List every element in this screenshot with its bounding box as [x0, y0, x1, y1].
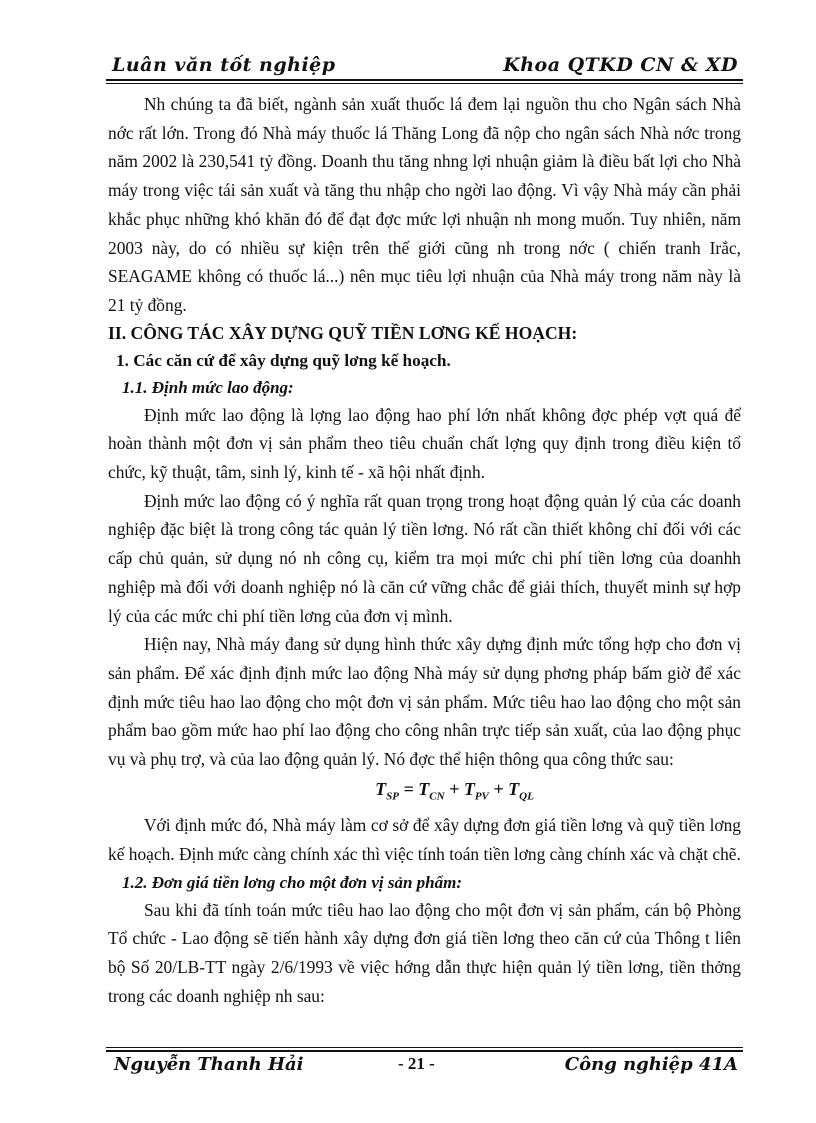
paragraph-labor-norm-definition: Định mức lao động là lợng lao động hao phí lớn nhất không đợc phép vợt quá để hoàn thành một đơn vị sản phẩm theo tiêu chuẩn chất lợng quy định trong điều kiện tổ chức, kỹ thuật, tâm, sinh lý, kinh tế - xã hội nhất định.: [108, 404, 741, 483]
page-body: [108, 90, 741, 1011]
paragraph-norm-basis: Với định mức đó, Nhà máy làm cơ sở để xây dựng đơn giá tiền lơng và quỹ tiền lơng kế hoạch. Định mức càng chính xác thì việc tính toán tiền lơng càng chính xác và chặt chẽ.: [108, 815, 741, 865]
paragraph-norm-method: Hiện nay, Nhà máy đang sử dụng hình thức xây dựng định mức tổng hợp cho đơn vị sản phẩm. Để xác định định mức lao động Nhà máy sử dụng phơng pháp bấm giờ để xác định mức tiêu hao lao động cho một đơn vị sản phẩm. Mức tiêu hao lao động cho một sản phẩm bao gồm mức hao phí lao động cho công nhân trực tiếp sản xuất, của lao động phục vụ và phụ trợ, và của lao động quản lý. Nó đợc thể hiện thông qua công thức sau:: [108, 634, 741, 770]
footer-rule: [106, 1047, 743, 1052]
header-faculty: Khoa QTKD CN & XD: [503, 54, 738, 76]
page-number: - 21 -: [398, 1054, 435, 1073]
paragraph-profit-target: Nh chúng ta đã biết, ngành sản xuất thuốc lá đem lại nguồn thu cho Ngân sách Nhà nớc rất lớn. Trong đó Nhà máy thuốc lá Thăng Long đã nộp cho ngân sách Nhà nớc trong năm 2002 là 230,541 tỷ đồng. Doanh thu tăng nhng lợi nhuận giảm là điều bất lợi cho Nhà máy trong việc tái sản xuất và tăng thu nhập cho ngời lao động. Vì vậy Nhà máy cần phải khắc phục những khó khăn đó để đạt đợc mức lợi nhuận nh mong muốn. Tuy nhiên, năm 2003 này, do có nhiều sự kiện trên thế giới cũng nh trong nớc ( chiến tranh Irắc, SEAGAME không có thuốc lá...) nên mục tiêu lợi nhuận của Nhà máy trong năm này là 21 tỷ đồng.: [108, 94, 741, 315]
subsection-heading: 1. Các căn cứ để xây dựng quỹ lơng kế hoạch.: [116, 350, 451, 370]
section-heading: II. CÔNG TÁC XÂY DỰNG QUỸ TIỀN LƠNG KẾ HOẠCH:: [108, 322, 578, 343]
footer-author: Nguyễn Thanh Hải: [114, 1054, 304, 1075]
footer-class: Công nghiệp 41A: [564, 1054, 738, 1075]
page-footer: [108, 1054, 744, 1082]
paragraph-labor-norm-importance: Định mức lao động có ý nghĩa rất quan trọng trong hoạt động quản lý của các doanh nghiệp đặc biệt là trong công tác quản lý tiền lơng. Nó rất cần thiết không chỉ đối với các cấp chủ quản, sử dụng nó nh công cụ, kiểm tra mọi mức chi phí tiền lơng của doanhh nghiệp mà đối với doanh nghiệp nó là căn cứ vững chắc để giải thích, thuyết minh sự hợp lý của các mức chi phí tiền lơng của đơn vị mình.: [108, 490, 741, 626]
paragraph-unit-wage: Sau khi đã tính toán mức tiêu hao lao động cho một đơn vị sản phẩm, cán bộ Phòng Tổ chức - Lao động sẽ tiến hành xây dựng đơn giá tiền lơng theo căn cứ của Thông t liên bộ Số 20/LB-TT ngày 2/6/1993 về việc hớng dẫn thực hiện quản lý tiền lơng, tiền thởng trong các doanh nghiệp nh sau:: [108, 899, 741, 1006]
header-thesis-title: Luân văn tốt nghiệp: [112, 54, 336, 76]
sub-subsection-heading-unit-wage: 1.2. Đơn giá tiền lơng cho một đơn vị sản phẩm:: [122, 872, 463, 892]
labor-formula: $T_{SP} = T_{CN} + T_{PV} + T_{QL}$: [375, 778, 534, 803]
header-rule: [106, 79, 743, 84]
page-header: [108, 52, 744, 82]
sub-subsection-heading-labor-norm: 1.1. Định mức lao động:: [122, 377, 294, 397]
